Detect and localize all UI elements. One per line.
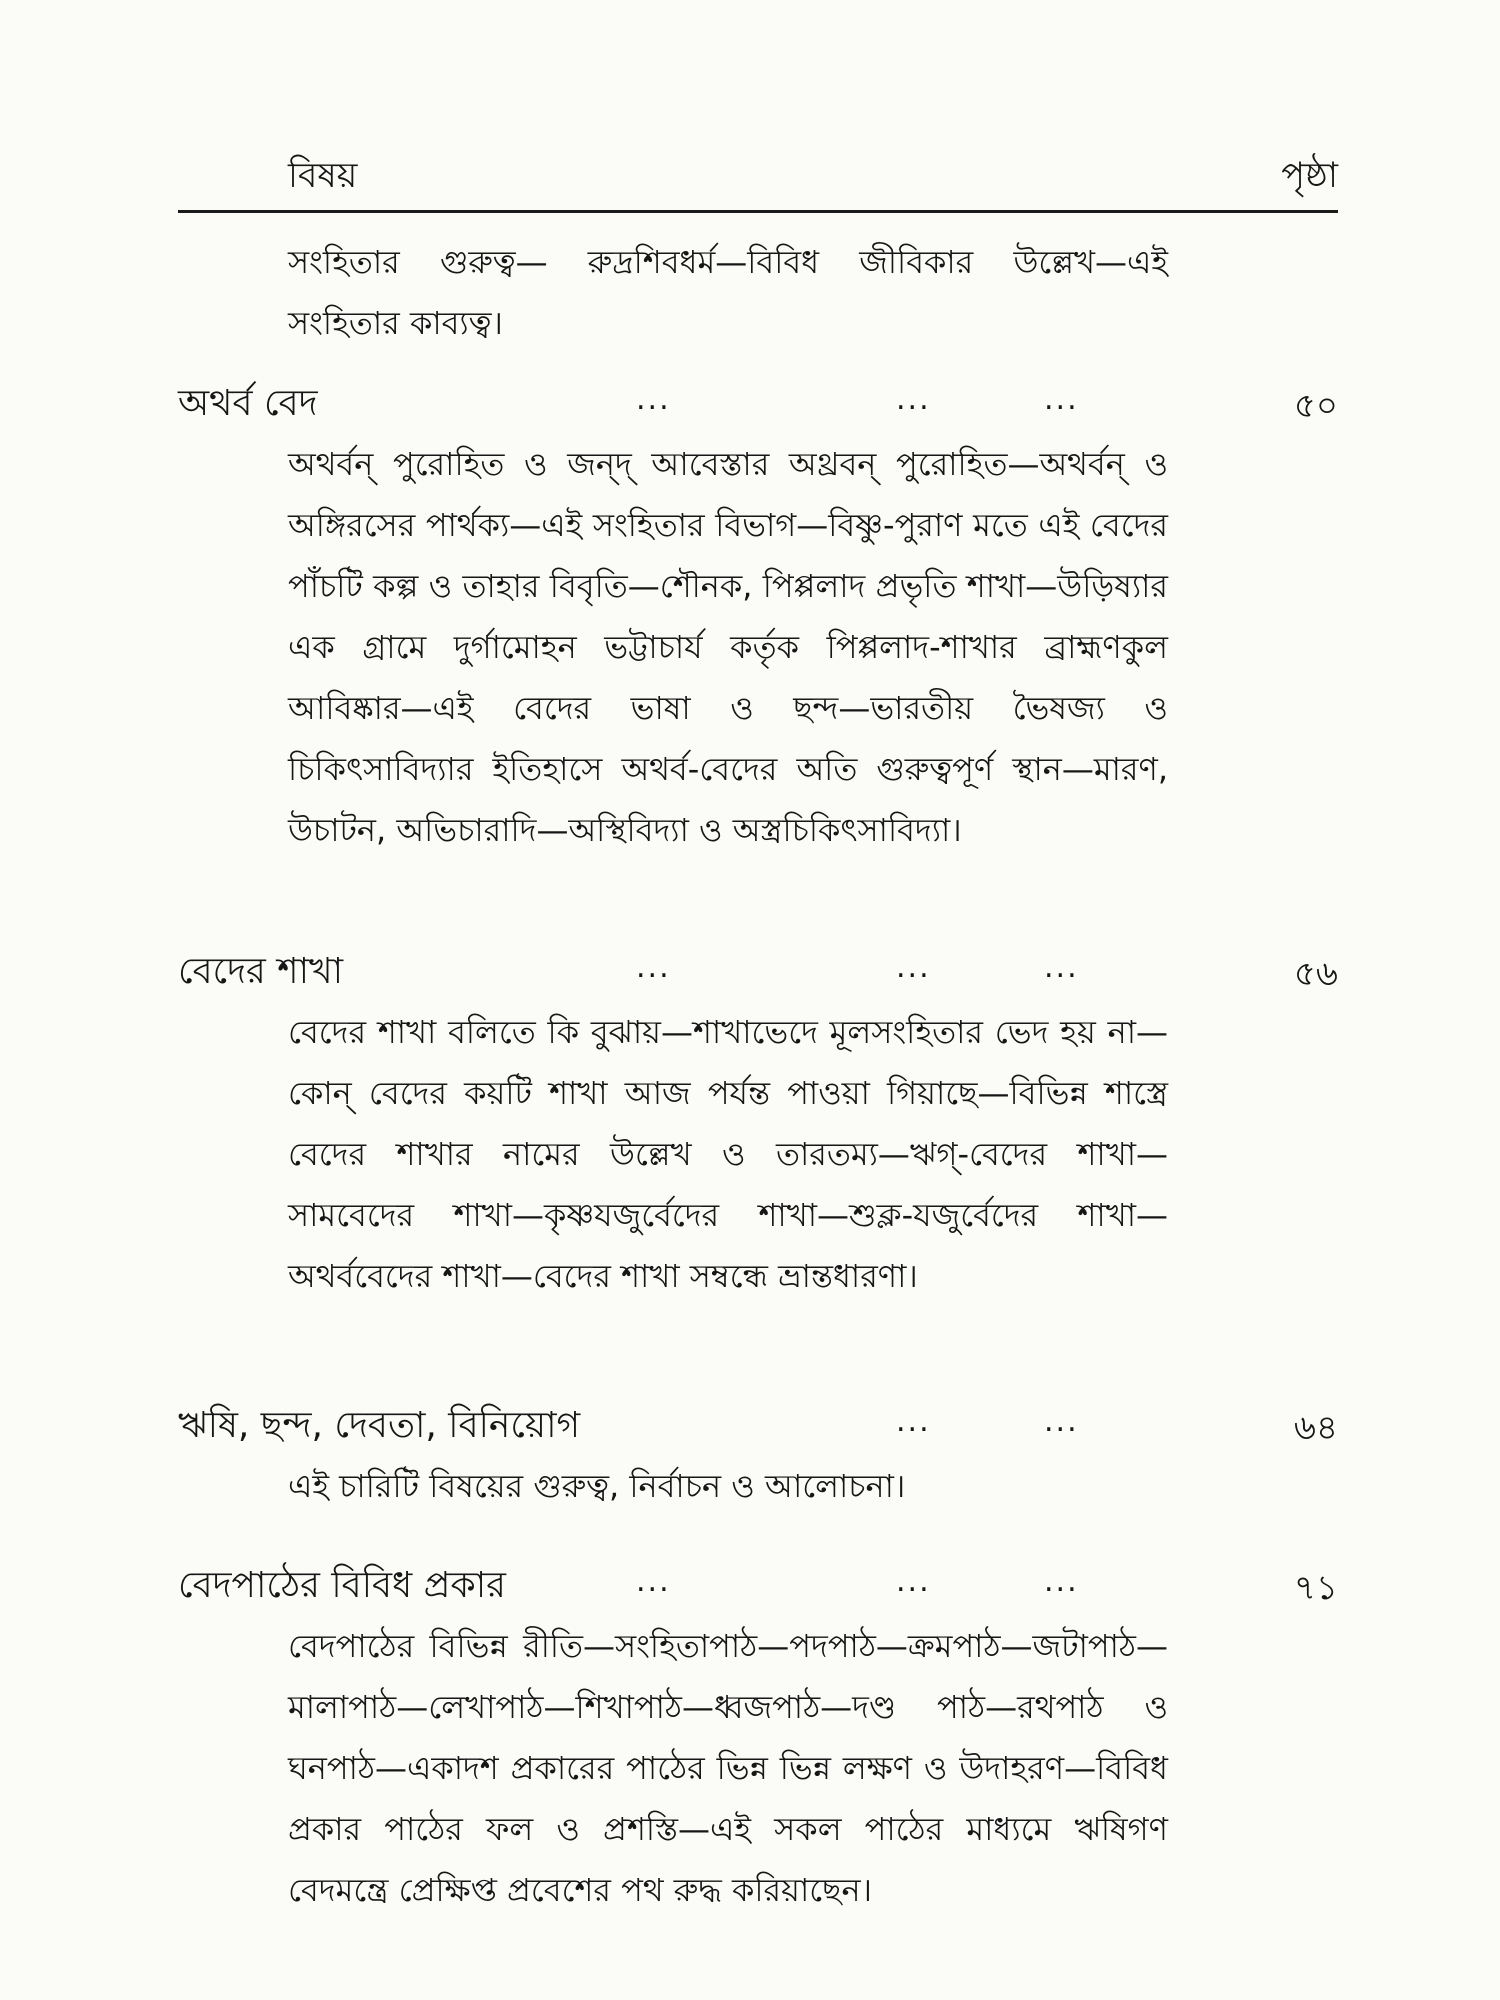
leader-dots: ... [636,950,671,985]
header-page: পৃষ্ঠা [1281,156,1338,196]
leader-dots: ... [1044,950,1079,985]
entry-description: বেদের শাখা বলিতে কি বুঝায়—শাখাভেদে মূলসংহিতার ভেদ হয় না—কোন্ বেদের কয়টি শাখা আজ পর্যন্ত পাওয়া গিয়াছে—বিভিন্ন শাস্ত্রে বেদের শাখার নামের উল্লেখ ও তারতম্য—ঋগ্-বেদের শাখা—সামবেদের শাখা—কৃষ্ণযজুর্বেদের শাখা—শুক্ল-যজুর্বেদের শাখা—অথর্ববেদের শাখা—বেদের শাখা সম্বন্ধে ভ্রান্তধারণা। [288,1013,1168,1295]
leader-dots: ... [636,382,671,417]
entry-title: ঋষি, ছন্দ, দেবতা, বিনিয়োগ [178,1405,581,1446]
leader-dots: ... [1044,1404,1079,1439]
leader-dots: ... [896,950,931,985]
header-subject: বিষয় [288,156,358,196]
entry-page-number: ৫৬ [1293,954,1338,994]
leader-dots: ... [896,1564,931,1599]
leader-dots: ... [1044,1564,1079,1599]
entry-title: অথর্ব বেদ [178,383,318,424]
header-rule [178,210,1338,213]
leader-dots: ... [896,382,931,417]
leader-dots: ... [896,1404,931,1439]
entry-page-number: ৫০ [1293,386,1338,426]
entry-description: বেদপাঠের বিভিন্ন রীতি—সংহিতাপাঠ—পদপাঠ—ক্রমপাঠ—জটাপাঠ—মালাপাঠ—লেখাপাঠ—শিখাপাঠ—ধ্বজপাঠ—দণ্ড পাঠ—রথপাঠ ও ঘনপাঠ—একাদশ প্রকারের পাঠের ভিন্ন ভিন্ন লক্ষণ ও উদাহরণ—বিবিধ প্রকার পাঠের ফল ও প্রশস্তি—এই সকল পাঠের মাধ্যমে ঋষিগণ বেদমন্ত্রে প্রেক্ষিপ্ত প্রবেশের পথ রুদ্ধ করিয়াছেন। [288,1627,1168,1909]
intro-description: সংহিতার গুরুত্ব— রুদ্রশিবধর্ম—বিবিধ জীবিকার উল্লেখ—এই সংহিতার কাব্যত্ব। [288,243,1168,342]
leader-dots: ... [636,1564,671,1599]
entry-title: বেদের শাখা [178,951,344,992]
entry-description: এই চারিটি বিষয়ের গুরুত্ব, নির্বাচন ও আলোচনা। [288,1467,906,1505]
leader-dots: ... [1044,382,1079,417]
entry-page-number: ৭১ [1293,1568,1338,1608]
entry-title: বেদপাঠের বিবিধ প্রকার [178,1565,506,1606]
entry-description: অথর্বন্ পুরোহিত ও জন্দ্ আবেস্তার অথ্রবন্ পুরোহিত—অথর্বন্ ও অঙ্গিরসের পার্থক্য—এই সংহিতার বিভাগ—বিষ্ণু-পুরাণ মতে এই বেদের পাঁচটি কল্প ও তাহার বিবৃতি—শৌনক, পিপ্পলাদ প্রভৃতি শাখা—উড়িষ্যার এক গ্রামে দুর্গামোহন ভট্টাচার্য কর্তৃক পিপ্পলাদ-শাখার ব্রাহ্মণকুল আবিষ্কার—এই বেদের ভাষা ও ছন্দ—ভারতীয় ভৈষজ্য ও চিকিৎসাবিদ্যার ইতিহাসে অথর্ব-বেদের অতি গুরুত্বপূর্ণ স্থান—মারণ, উচাটন, অভিচারাদি—অস্থিবিদ্যা ও অস্ত্রচিকিৎসাবিদ্যা। [288,445,1168,849]
entry-page-number: ৬৪ [1293,1408,1338,1448]
